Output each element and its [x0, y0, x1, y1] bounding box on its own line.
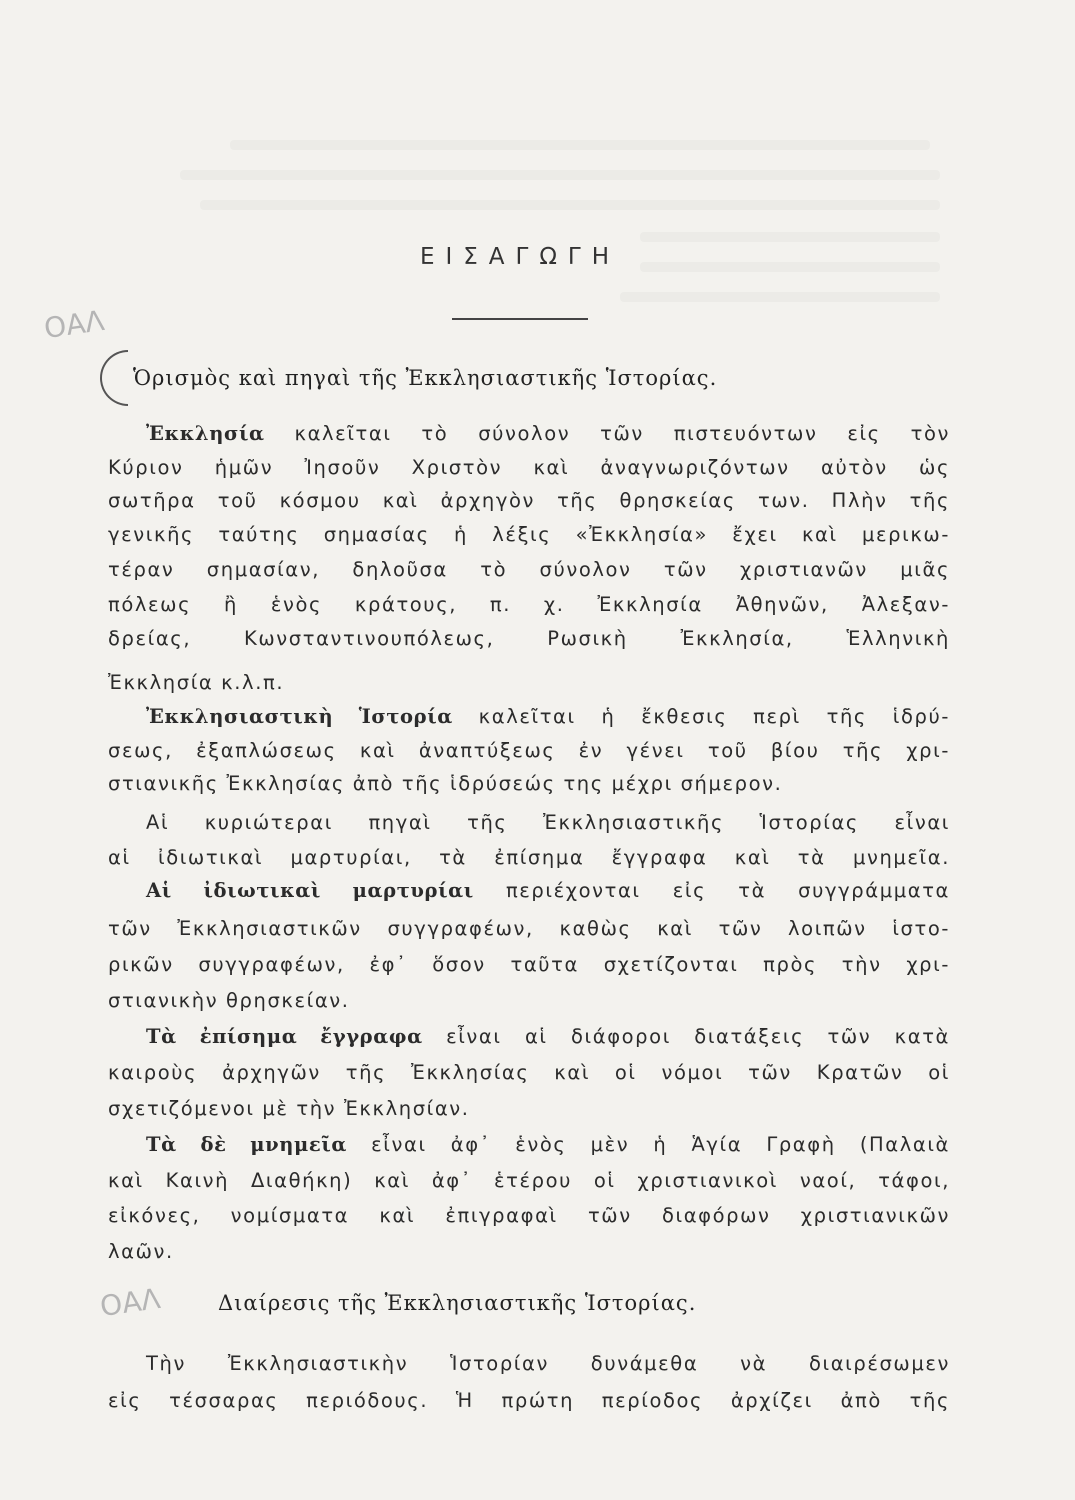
paragraph-line: Ἐκκλησιαστικὴ Ἱστορία καλεῖται ἡ ἔκθεσις περὶ τῆς ἱδρύ-	[146, 705, 951, 728]
paragraph-line: στιανικὴν θρησκείαν.	[108, 989, 350, 1012]
paragraph-line: Ἐκκλησία κ.λ.π.	[108, 671, 285, 694]
paragraph-line: σωτῆρα τοῦ κόσμου καὶ ἀρχηγὸν τῆς θρησκείας των. Πλὴν τῆς	[108, 489, 950, 512]
title-rule	[452, 318, 588, 320]
bleed-through-line	[180, 170, 940, 180]
paragraph-line: πόλεως ἢ ἑνὸς κράτους, π. χ. Ἐκκλησία Ἀθηνῶν, Ἀλεξαν-	[108, 593, 950, 616]
term: Ἐκκλησία	[146, 422, 265, 445]
paragraph-line: σχετιζόμενοι μὲ τὴν Ἐκκλησίαν.	[108, 1097, 470, 1120]
paragraph-line: Αἱ κυριώτεραι πηγαὶ τῆς Ἐκκλησιαστικῆς Ἱστορίας εἶναι	[146, 811, 950, 834]
paragraph-line: λαῶν.	[108, 1240, 174, 1263]
paragraph-line: Τὰ ἐπίσημα ἔγγραφα εἶναι αἱ διάφοροι διατάξεις τῶν κατὰ	[146, 1025, 951, 1048]
pencil-bracket	[100, 350, 128, 406]
paragraph-line: δρείας, Κωνσταντινουπόλεως, Ρωσικὴ Ἐκκλησία, Ἑλληνικὴ	[108, 627, 950, 650]
term: Τὰ δὲ μνημεῖα	[146, 1133, 348, 1156]
term: Ἐκκλησιαστικὴ Ἱστορία	[146, 705, 453, 728]
paragraph-line: Αἱ ἰδιωτικαὶ μαρτυρίαι περιέχονται εἰς τὰ συγγράμματα	[146, 879, 950, 902]
paragraph-line: Τὴν Ἐκκλησιαστικὴν Ἱστορίαν δυνάμεθα νὰ διαιρέσωμεν	[146, 1352, 950, 1375]
paragraph-line: Τὰ δὲ μνημεῖα εἶναι ἀφ᾽ ἑνὸς μὲν ἡ Ἁγία Γραφὴ (Παλαιὰ	[146, 1133, 950, 1156]
section-heading-division: Διαίρεσις τῆς Ἐκκλησιαστικῆς Ἱστορίας.	[218, 1291, 697, 1315]
paragraph-line: Κύριον ἡμῶν Ἰησοῦν Χριστὸν καὶ ἀναγνωριζόντων αὐτὸν ὡς	[108, 456, 950, 479]
paragraph-line: σεως, ἐξαπλώσεως καὶ ἀναπτύξεως ἐν γένει τοῦ βίου τῆς χρι-	[108, 739, 950, 762]
paragraph-line: καιροὺς ἀρχηγῶν τῆς Ἐκκλησίας καὶ οἱ νόμοι τῶν Κρατῶν οἱ	[108, 1061, 950, 1084]
paragraph-line: στιανικῆς Ἐκκλησίας ἀπὸ τῆς ἱδρύσεώς της μέχρι σήμερον.	[108, 772, 783, 795]
paragraph-line: τῶν Ἐκκλησιαστικῶν συγγραφέων, καθὼς καὶ τῶν λοιπῶν ἱστο-	[108, 917, 950, 940]
paragraph-line: εἰκόνες, νομίσματα καὶ ἐπιγραφαὶ τῶν διαφόρων χριστιανικῶν	[108, 1204, 950, 1227]
term: Τὰ ἐπίσημα ἔγγραφα	[146, 1025, 423, 1048]
section-heading-definition: Ὁρισμὸς καὶ πηγαὶ τῆς Ἐκκλησιαστικῆς Ἱστορίας.	[133, 366, 718, 390]
paragraph-line: εἰς τέσσαρας περιόδους. Ἡ πρώτη περίοδος ἀρχίζει ἀπὸ τῆς	[108, 1389, 950, 1412]
bleed-through-line	[620, 292, 940, 302]
term: Αἱ ἰδιωτικαὶ μαρτυρίαι	[146, 879, 474, 902]
paragraph-line: τέραν σημασίαν, δηλοῦσα τὸ σύνολον τῶν χριστιανῶν μιᾶς	[108, 558, 950, 581]
paragraph-line: Ἐκκλησία καλεῖται τὸ σύνολον τῶν πιστευόντων εἰς τὸν	[146, 422, 950, 445]
margin-note-1: ΟΑΛ	[41, 303, 107, 346]
paragraph-line: καὶ Καινὴ Διαθήκη) καὶ ἀφ᾽ ἑτέρου οἱ χριστιανικοὶ ναοί, τάφοι,	[108, 1169, 950, 1192]
paragraph-line: ρικῶν συγγραφέων, ἐφ᾽ ὅσον ταῦτα σχετίζονται πρὸς τὴν χρι-	[108, 953, 950, 976]
bleed-through-line	[200, 200, 940, 210]
margin-note-2: ΟΑΛ	[97, 1281, 163, 1324]
paragraph-line: γενικῆς ταύτης σημασίας ἡ λέξις «Ἐκκλησία» ἔχει καὶ μερικω-	[108, 523, 950, 546]
page-title: ΕΙΣΑΓΩΓΗ	[419, 244, 621, 270]
bleed-through-line	[230, 140, 930, 150]
paragraph-line: αἱ ἰδιωτικαὶ μαρτυρίαι, τὰ ἐπίσημα ἔγγραφα καὶ τὰ μνημεῖα.	[108, 846, 950, 869]
bleed-through-line	[640, 232, 940, 242]
